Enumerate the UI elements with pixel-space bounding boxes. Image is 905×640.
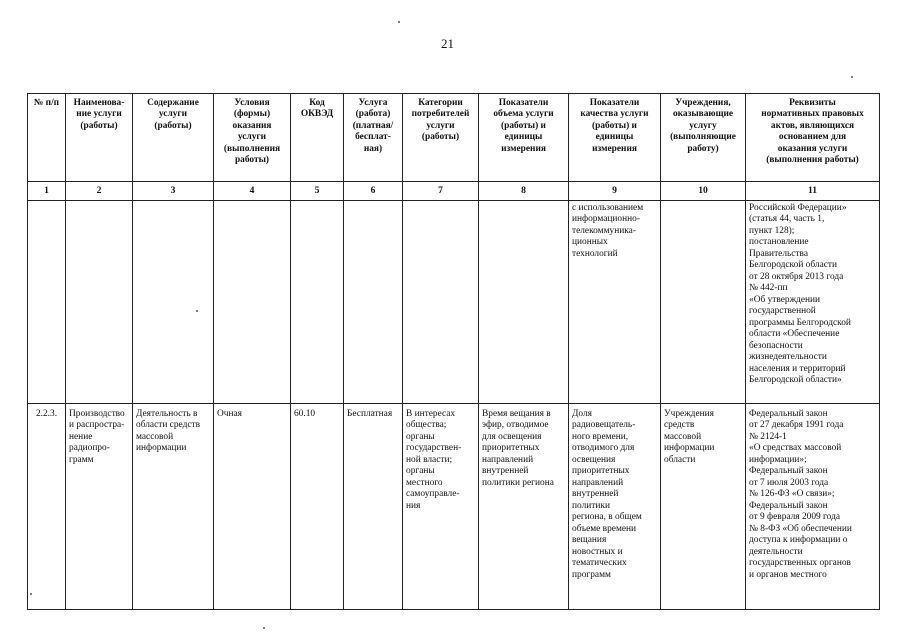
table-cell: Производство и распростра- нение радиопро- грамм — [66, 404, 133, 610]
table-cell — [344, 201, 403, 404]
table-cell: Российской Федерации» (статья 44, часть 1, пункт 128); постановление Правительства Белгородской области от 28 октября 2013 года № 442-пп «Об утверждении государственной программы Белгородской области «Обеспечение безопасности жизнедеятельности населения и территорий Белгородской области» — [746, 201, 880, 404]
table-cell — [133, 201, 214, 404]
column-number-row — [28, 182, 880, 201]
table-cell — [66, 201, 133, 404]
column-header: Показатели качества услуги (работы) и единицы измерения — [569, 94, 661, 182]
column-header: Услуга (работа) (платная/ бесплат- ная) — [344, 94, 403, 182]
table-row — [28, 201, 880, 404]
scan-speck — [851, 76, 853, 78]
scan-speck — [398, 21, 400, 23]
table-cell: В интересах общества; органы государствен- ной власти; органы местного самоуправле- ния — [403, 404, 479, 610]
column-header: Учреждения, оказывающие услугу (выполняющие работу) — [661, 94, 746, 182]
column-number: 7 — [403, 182, 479, 201]
column-header: Показатели объема услуги (работы) и единицы измерения — [479, 94, 569, 182]
column-header: Категории потребителей услуги (работы) — [403, 94, 479, 182]
table-cell: 60.10 — [291, 404, 344, 610]
table-cell: Учреждения средств массовой информации области — [661, 404, 746, 610]
table-cell — [214, 201, 291, 404]
table-cell: 2.2.3. — [28, 404, 66, 610]
table-cell: Очная — [214, 404, 291, 610]
table-header-row — [28, 94, 880, 182]
column-number: 5 — [291, 182, 344, 201]
table-cell: Бесплатная — [344, 404, 403, 610]
column-number: 8 — [479, 182, 569, 201]
table-cell: Деятельность в области средств массовой информации — [133, 404, 214, 610]
column-number: 11 — [746, 182, 880, 201]
column-number: 9 — [569, 182, 661, 201]
column-number: 1 — [28, 182, 66, 201]
column-header: Реквизиты нормативных правовых актов, являющихся основанием для оказания услуги (выполнения работы) — [746, 94, 880, 182]
table-cell — [291, 201, 344, 404]
column-header: № п/п — [28, 94, 66, 182]
table-cell: Время вещания в эфир, отводимое для освещения приоритетных направлений внутренней политики региона — [479, 404, 569, 610]
table-cell — [479, 201, 569, 404]
table-cell: Федеральный закон от 27 декабря 1991 года № 2124-1 «О средствах массовой информации»; Федеральный закон от 7 июля 2003 года № 126-ФЗ «О связи»; Федеральный закон от 9 февраля 2009 года № 8-ФЗ «Об обеспечении доступа к информации о деятельности государственных органов и органов местного — [746, 404, 880, 610]
table-cell: с использованием информационно- телекоммуника- ционных технологий — [569, 201, 661, 404]
page-number: 21 — [441, 36, 454, 51]
scan-speck — [263, 627, 265, 629]
column-number: 4 — [214, 182, 291, 201]
table-cell — [661, 201, 746, 404]
column-header: Наименова- ние услуги (работы) — [66, 94, 133, 182]
services-table — [27, 93, 880, 610]
column-header: Содержание услуги (работы) — [133, 94, 214, 182]
column-number: 10 — [661, 182, 746, 201]
column-number: 3 — [133, 182, 214, 201]
column-number: 6 — [344, 182, 403, 201]
table-cell — [28, 201, 66, 404]
column-number: 2 — [66, 182, 133, 201]
table-row — [28, 404, 880, 610]
column-header: Код ОКВЭД — [291, 94, 344, 182]
table-cell — [403, 201, 479, 404]
table-cell: Доля радиовещатель- ного времени, отводимого для освещения приоритетных направлений внутренней политики региона, в общем объеме времени вещания новостных и тематических программ — [569, 404, 661, 610]
column-header: Условия (формы) оказания услуги (выполнения работы) — [214, 94, 291, 182]
